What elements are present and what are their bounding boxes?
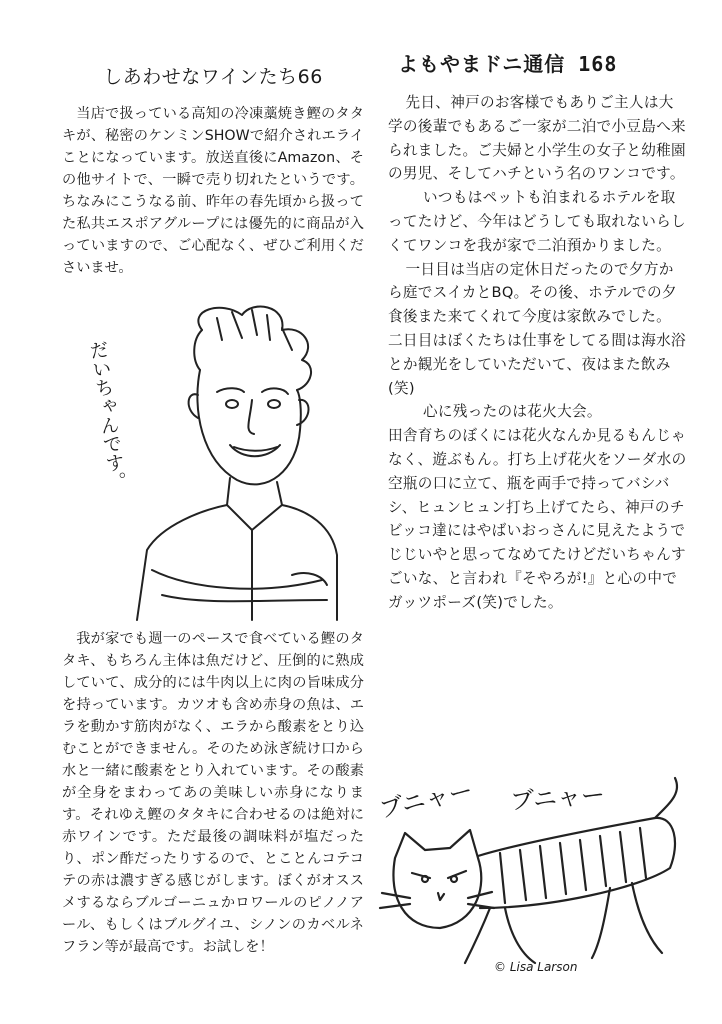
cat-credit: © Lisa Larson — [494, 960, 578, 974]
man-caption: だいちゃんです。 — [85, 338, 129, 493]
cat-speech-2: ブニャー — [509, 780, 606, 816]
right-paragraph-2: いつもはペットも泊まれるホテルを取ってたけど、今年はどうしても取れないらしくてワンコを我が家で二泊預かりました。 — [388, 189, 686, 254]
right-paragraph-3: 一日目は当店の定休日だったので夕方から庭でスイカとBQ。その後、ホテルでの夕食後また来てくれて今度は家飲みでした。 — [388, 260, 677, 326]
cat-speech-1: ブニャー — [376, 776, 476, 824]
left-paragraph-1: 当店で扱っている高知の冷凍藁焼き鰹のタタキが、秘密のケンミンSHOWで紹介されエライことになっています。放送直後にAmazon、その他サイトで、一瞬で売り切れたというです。ちなみにこうなる前、昨年の春先頃から扱ってた私共エスポアグループには優先的に商品が入っていますので、ご心配なく、ぜひご利用くださいませ。 — [62, 106, 364, 276]
man-drawing — [92, 300, 342, 630]
right-column — [388, 48, 688, 615]
left-column-lower — [62, 628, 364, 958]
right-paragraph-1: 先日、神戸のお客様でもありご主人は大学の後輩でもあるご一家が二泊で小豆島へ来られました。ご夫婦と小学生の女子と幼稚園の男児、そしてハチという名のワンコです。 — [388, 94, 686, 183]
left-column — [62, 62, 364, 279]
right-paragraph-5: 心に残ったのは花火大会。 — [423, 403, 602, 421]
left-title: しあわせなワインたち66 — [103, 66, 323, 88]
right-paragraph-4: 二日目はぼくたちは仕事をしてる間は海水浴とか観光をしていただいて、夜はまた飲み(笑) — [388, 331, 686, 397]
right-title: よもやまドニ通信 168 — [398, 52, 618, 76]
cat-illustration — [370, 758, 690, 988]
right-paragraph-6: 田舎育ちのぼくには花火なんか見るもんじゃなく、遊ぶもん。打ち上げ花火をソーダ水の空瓶の口に立て、瓶を両手で持ってバシバシ、ヒュンヒュン打ち上げてたら、神戸のチビッコ達にはやばいおっさんに見えたようでじじいやと思ってなめてたけどだいちゃんすごいな、と言われ『そやろが!』と心の中でガッツポーズ(笑)でした。 — [388, 427, 687, 611]
left-paragraph-2: 我が家でも週一のペースで食べている鰹のタタキ、もちろん主体は魚だけど、圧倒的に熟成していて、成分的には牛肉以上に肉の旨味成分を持っています。カツオも含め赤身の魚は、エラを動かす筋肉がなく、エラから酸素をとり込むことができません。そのため泳ぎ続け口から水と一緒に酸素をとり入れています。その酸素が全身をまわってあの美味しい赤身になります。それゆえ鰹のタタキに合わせるのは絶対に赤ワインです。ただ最後の調味料が塩だったり、ポン酢だったりするので、とことんコテコテの赤は濃すぎる感じがします。ぼくがオススメするならブルゴーニュかロワールのピノノアール、もしくはブルグイユ、シノンのカベルネフラン等が最高です。お試しを！ — [62, 631, 364, 955]
man-illustration — [85, 300, 342, 630]
